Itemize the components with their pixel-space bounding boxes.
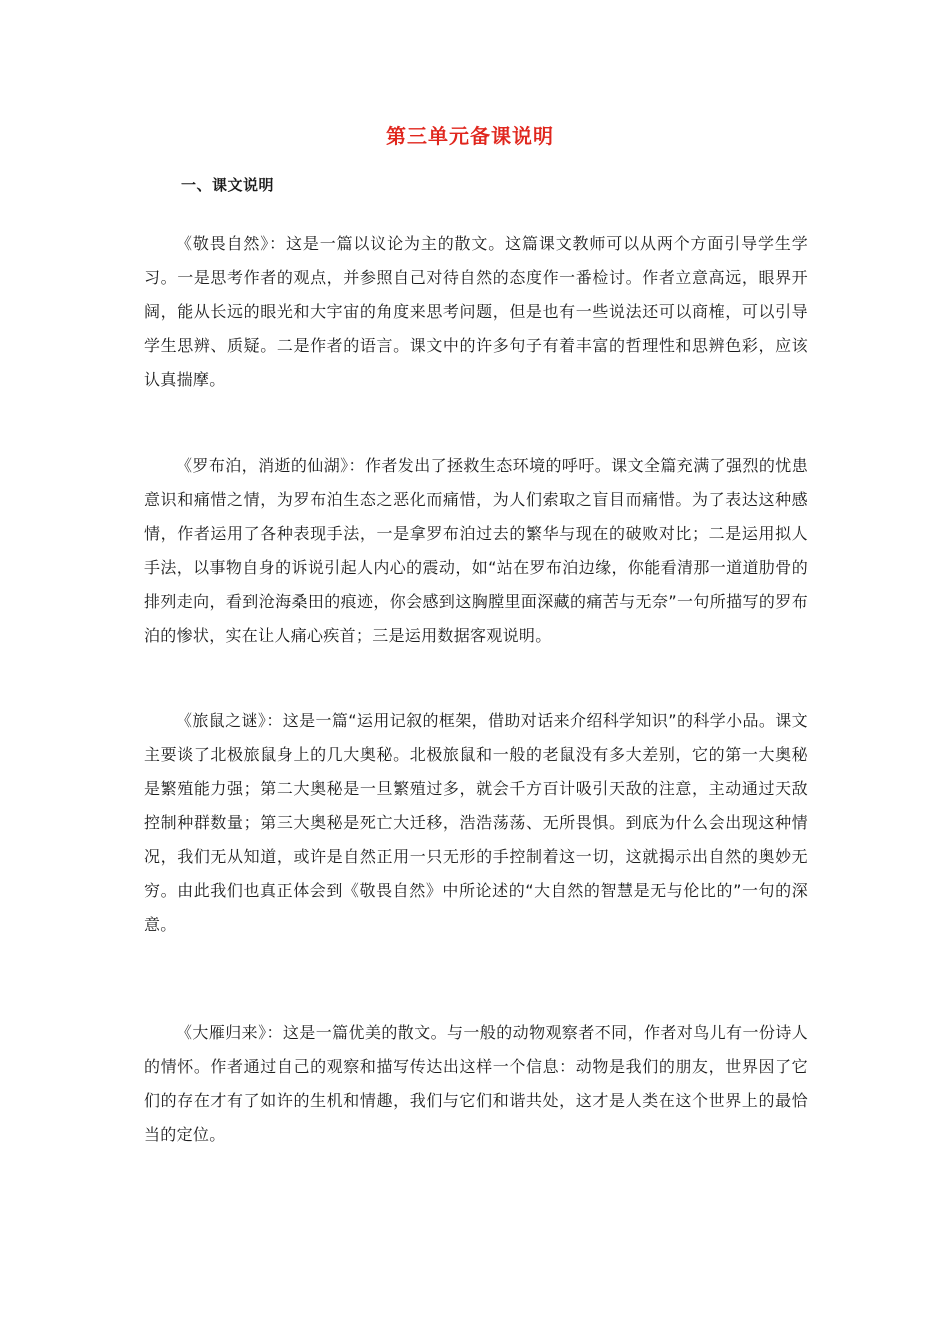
- paragraph-lvshu-zhimi: 《旅鼠之谜》：这是一篇“运用记叙的框架，借助对话来介绍科学知识”的科学小品。课文主要谈了北极旅鼠身上的几大奥秘。北极旅鼠和一般的老鼠没有多大差别，它的第一大奥秘是繁殖能力强；第二大奥秘是一旦繁殖过多，就会千方百计吸引天敌的注意，主动通过天敌控制种群数量；第三大奥秘是死亡大迁移，浩浩荡荡、无所畏惧。到底为什么会出现这种情况，我们无从知道，或许是自然正用一只无形的手控制着这一切，这就揭示出自然的奥妙无穷。由此我们也真正体会到《敬畏自然》中所论述的“大自然的智慧是无与伦比的”一句的深意。: [144, 711, 808, 934]
- paragraph-dayan-guilai: 《大雁归来》：这是一篇优美的散文。与一般的动物观察者不同，作者对鸟儿有一份诗人的情怀。作者通过自己的观察和描写传达出这样一个信息：动物是我们的朋友，世界因了它们的存在才有了如许的生机和情趣，我们与它们和谐共处，这才是人类在这个世界上的最恰当的定位。: [144, 1023, 808, 1144]
- paragraph-jingwei-ziran: 《敬畏自然》：这是一篇以议论为主的散文。这篇课文教师可以从两个方面引导学生学习。一是思考作者的观点，并参照自己对待自然的态度作一番检讨。作者立意高远，眼界开阔，能从长远的眼光和大宇宙的角度来思考问题，但是也有一些说法还可以商榷，可以引导学生思辨、质疑。二是作者的语言。课文中的许多句子有着丰富的哲理性和思辨色彩，应该认真揣摩。: [144, 234, 808, 389]
- paragraph-luobupo: 《罗布泊，消逝的仙湖》：作者发出了拯救生态环境的呼吁。课文全篇充满了强烈的忧患意识和痛惜之情，为罗布泊生态之恶化而痛惜，为人们索取之盲目而痛惜。为了表达这种感情，作者运用了各种表现手法，一是拿罗布泊过去的繁华与现在的破败对比；二是运用拟人手法，以事物自身的诉说引起人内心的震动，如“站在罗布泊边缘，你能看清那一道道肋骨的排列走向，看到沧海桑田的痕迹，你会感到这胸膛里面深藏的痛苦与无奈”一句所描写的罗布泊的惨状，实在让人痛心疾首；三是运用数据客观说明。: [144, 456, 808, 645]
- section-heading: 一、课文说明: [181, 176, 275, 194]
- document-title: 第三单元备课说明: [386, 124, 554, 148]
